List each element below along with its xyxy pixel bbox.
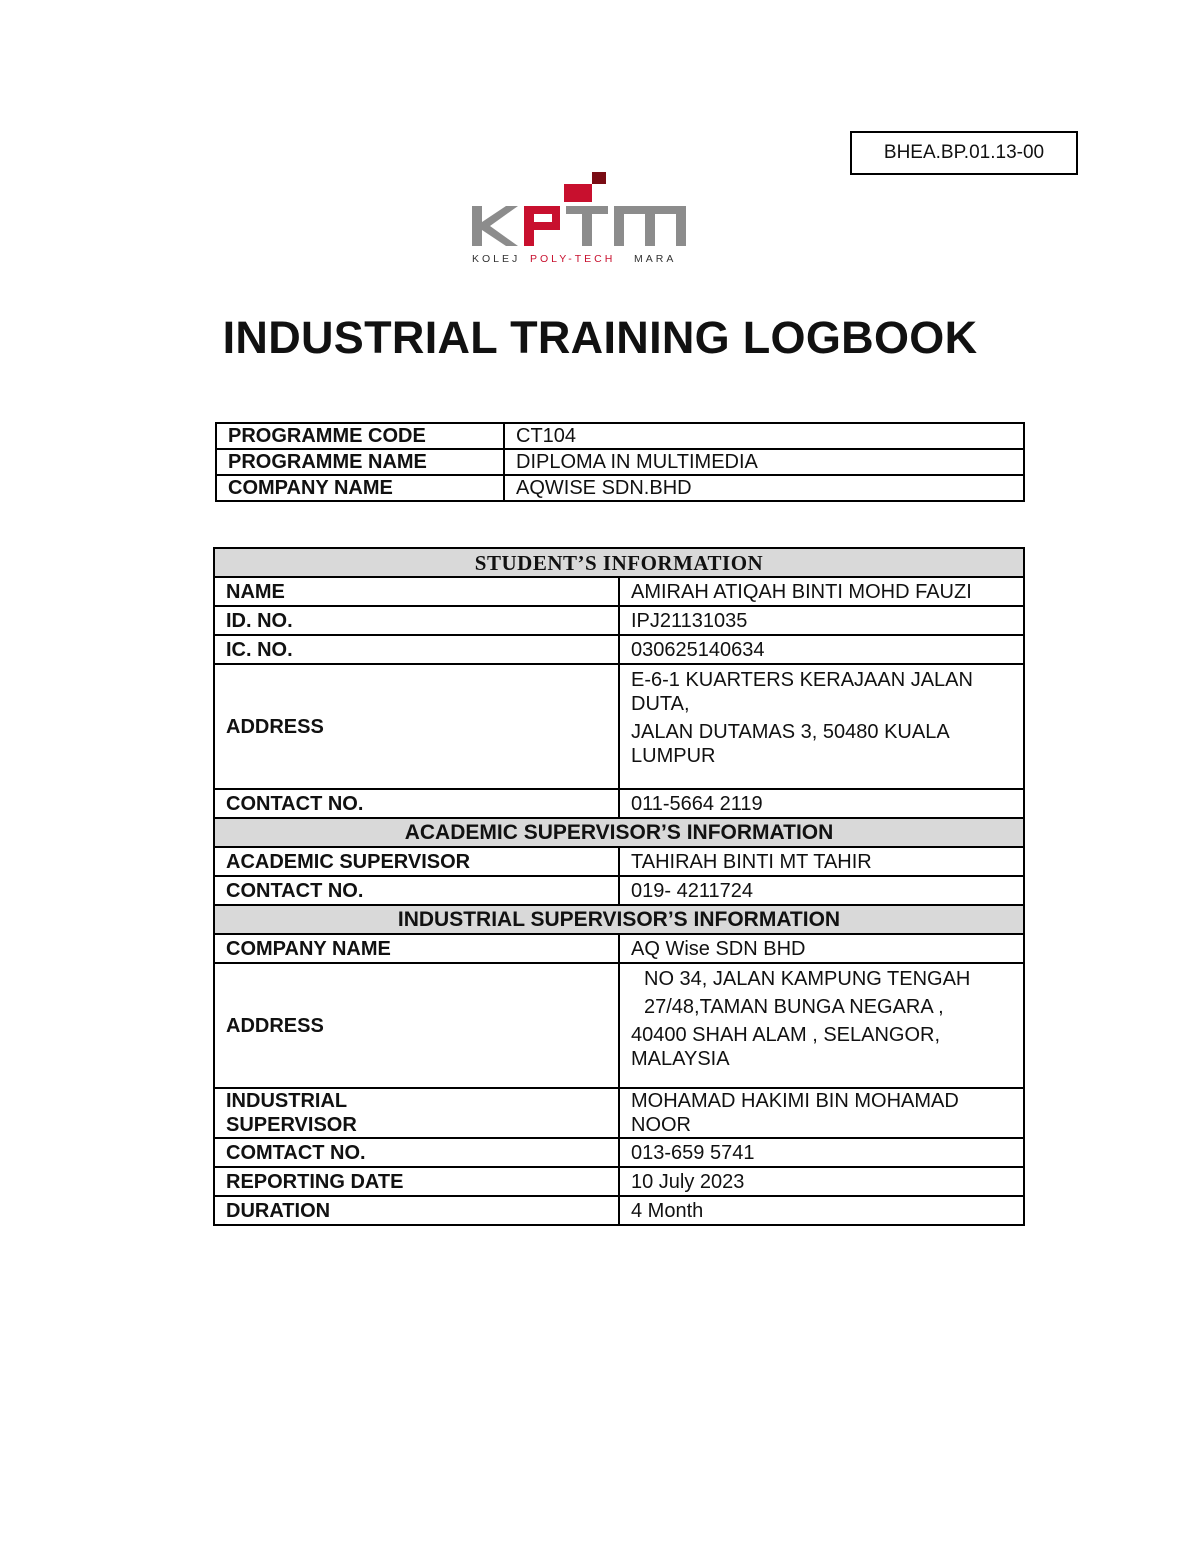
student-contact-label: CONTACT NO.	[214, 789, 619, 818]
student-name-label: NAME	[214, 577, 619, 606]
student-ic-label: IC. NO.	[214, 635, 619, 664]
table-row	[214, 963, 1024, 1088]
logo-m-stem-2	[645, 206, 655, 246]
programme-name-label: PROGRAMME NAME	[216, 449, 504, 475]
table-row	[214, 1138, 1024, 1167]
table-row	[214, 1196, 1024, 1225]
logo-k-arm	[482, 206, 518, 246]
table-row	[214, 789, 1024, 818]
academic-contact-label: CONTACT NO.	[214, 876, 619, 905]
table-row	[214, 635, 1024, 664]
logo-tagline-kolej: KOLEJ	[472, 253, 521, 265]
student-address-label: ADDRESS	[214, 664, 619, 789]
academic-contact-value: 019- 4211724	[619, 876, 1024, 905]
academic-supervisor-value: TAHIRAH BINTI MT TAHIR	[619, 847, 1024, 876]
student-address-line-2: JALAN DUTAMAS 3, 50480 KUALA LUMPUR	[631, 721, 949, 767]
reporting-date-value: 10 July 2023	[619, 1167, 1024, 1196]
industrial-address-value	[619, 963, 1024, 1088]
industrial-address-label: ADDRESS	[214, 963, 619, 1088]
table-row	[214, 664, 1024, 789]
logo-m-stem-3	[676, 206, 686, 246]
table-row	[214, 1088, 1024, 1138]
section-header-row	[214, 818, 1024, 847]
table-row	[214, 1167, 1024, 1196]
table-row	[214, 934, 1024, 963]
industrial-supervisor-label-line-2: SUPERVISOR	[226, 1114, 357, 1136]
section-header-row	[214, 905, 1024, 934]
company-name-label: COMPANY NAME	[216, 475, 504, 501]
industrial-company-value: AQ Wise SDN BHD	[619, 934, 1024, 963]
industrial-supervisor-value: MOHAMAD HAKIMI BIN MOHAMAD NOOR	[619, 1088, 1024, 1138]
student-address-value	[619, 664, 1024, 789]
academic-info-heading: ACADEMIC SUPERVISOR’S INFORMATION	[214, 818, 1024, 847]
programme-table	[215, 422, 1025, 502]
table-row	[216, 449, 1024, 475]
duration-value: 4 Month	[619, 1196, 1024, 1225]
logo-letter-k	[472, 206, 482, 246]
student-ic-value: 030625140634	[619, 635, 1024, 664]
industrial-info-heading: INDUSTRIAL SUPERVISOR’S INFORMATION	[214, 905, 1024, 934]
industrial-company-label: COMPANY NAME	[214, 934, 619, 963]
industrial-address-line-1: NO 34, JALAN KAMPUNG TENGAH	[644, 968, 971, 990]
industrial-supervisor-label-line-1: INDUSTRIAL	[226, 1090, 348, 1112]
company-name-value: AQWISE SDN.BHD	[504, 475, 1024, 501]
information-table	[213, 547, 1025, 1226]
student-name-value: AMIRAH ATIQAH BINTI MOHD FAUZI	[619, 577, 1024, 606]
table-row	[214, 577, 1024, 606]
duration-label: DURATION	[214, 1196, 619, 1225]
student-contact-value: 011-5664 2119	[619, 789, 1024, 818]
student-address-line-1: E-6-1 KUARTERS KERAJAAN JALAN DUTA,	[631, 669, 973, 715]
document-code: BHEA.BP.01.13-00	[883, 142, 1045, 163]
programme-code-label: PROGRAMME CODE	[216, 423, 504, 449]
table-row	[214, 606, 1024, 635]
table-row	[214, 847, 1024, 876]
industrial-supervisor-label	[214, 1088, 619, 1138]
programme-name-value: DIPLOMA IN MULTIMEDIA	[504, 449, 1024, 475]
logo-t-stem	[582, 206, 592, 246]
logo-tagline-polytech: POLY-TECH	[530, 253, 616, 265]
industrial-contact-label: COMTACT NO.	[214, 1138, 619, 1167]
academic-supervisor-label: ACADEMIC SUPERVISOR	[214, 847, 619, 876]
student-id-label: ID. NO.	[214, 606, 619, 635]
logo-square-dark	[592, 172, 606, 184]
programme-code-value: CT104	[504, 423, 1024, 449]
student-id-value: IPJ21131035	[619, 606, 1024, 635]
table-row	[214, 876, 1024, 905]
logo-square-red	[564, 184, 592, 202]
student-info-heading: STUDENT’S INFORMATION	[214, 548, 1024, 577]
logo-p-bowl-bottom	[524, 222, 560, 230]
page-title: INDUSTRIAL TRAINING LOGBOOK	[222, 312, 978, 363]
reporting-date-label: REPORTING DATE	[214, 1167, 619, 1196]
logo-tagline-mara: MARA	[634, 253, 677, 265]
industrial-contact-value: 013-659 5741	[619, 1138, 1024, 1167]
section-header-row	[214, 548, 1024, 577]
industrial-address-line-3: 40400 SHAH ALAM , SELANGOR, MALAYSIA	[631, 1024, 941, 1070]
logo-m-stem-1	[614, 206, 624, 246]
industrial-address-line-2: 27/48,TAMAN BUNGA NEGARA ,	[644, 996, 944, 1018]
kptm-logo	[468, 170, 690, 266]
table-row	[216, 423, 1024, 449]
document-code-box	[850, 131, 1078, 175]
table-row	[216, 475, 1024, 501]
